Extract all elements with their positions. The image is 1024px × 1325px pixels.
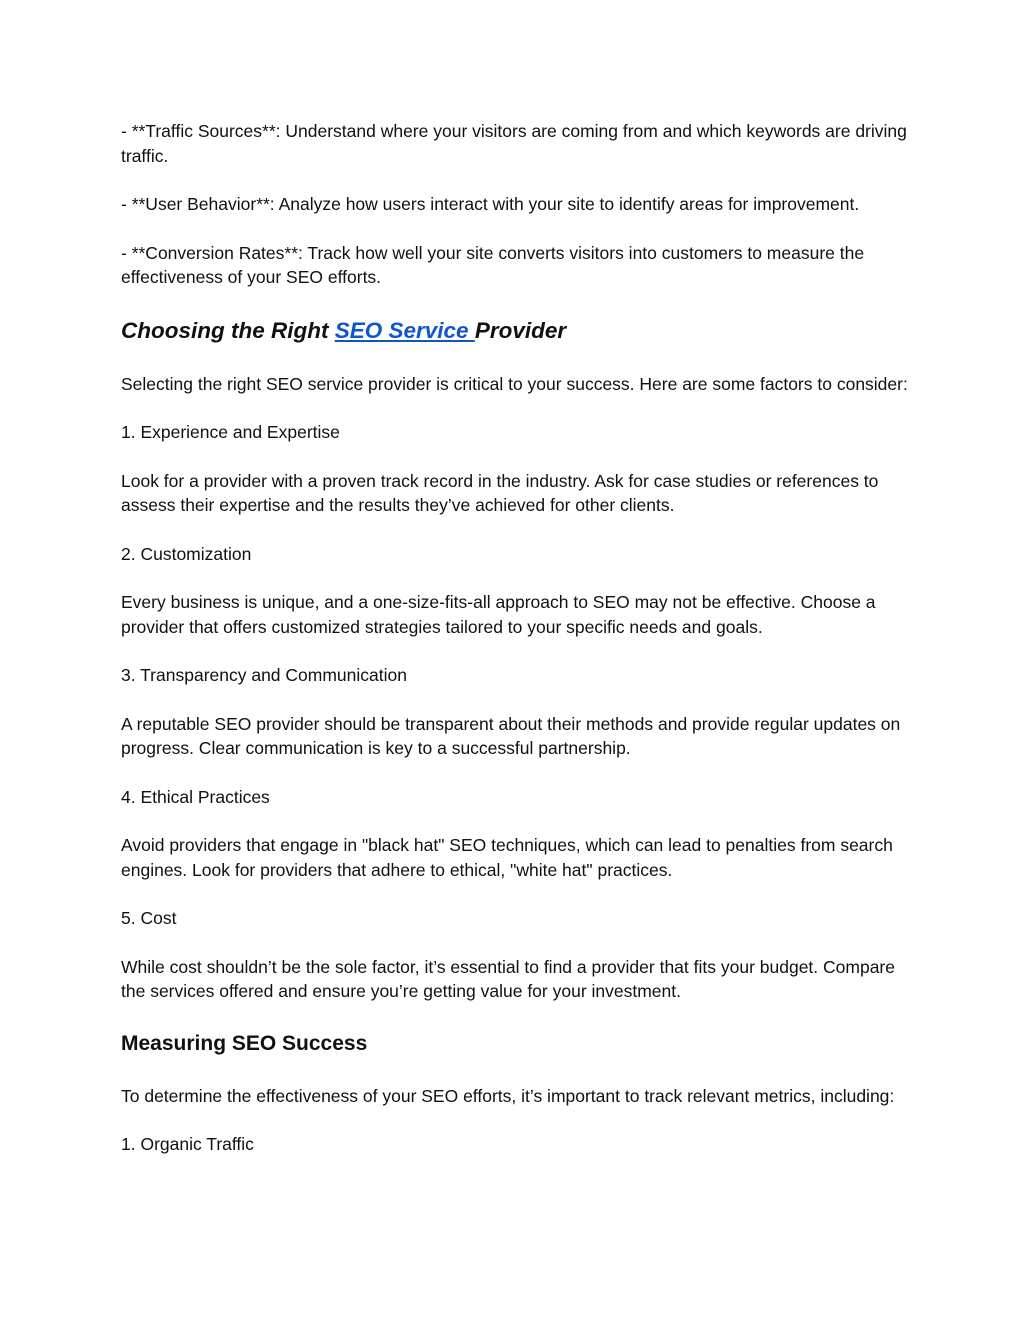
factor-5-title: 5. Cost xyxy=(121,908,177,928)
factor-5-body: While cost shouldn’t be the sole factor, it’s essential to find a provider that fits your budget. Compare the services offered and ensure you’re getting value for your investment. xyxy=(121,956,895,1001)
bullet-conversion-rates: - **Conversion Rates**: Track how well your site converts visitors into customers to measure the effectiveness of your SEO efforts. xyxy=(121,242,865,287)
factor-1-body: Look for a provider with a proven track record in the industry. Ask for case studies or references to assess their expertise and the results they’ve achieved for other clients. xyxy=(121,470,879,515)
section-heading-choosing-provider xyxy=(121,316,911,346)
heading-text-after: Provider xyxy=(474,317,567,343)
bullet-user-behavior: - **User Behavior**: Analyze how users interact with your site to identify areas for improvement. xyxy=(121,194,860,214)
intro-paragraph: Selecting the right SEO service provider is critical to your success. Here are some factors to consider: xyxy=(121,373,908,394)
factor-4-body: Avoid providers that engage in "black hat" SEO techniques, which can lead to penalties from search engines. Look for providers that adhere to ethical, "white hat" practices. xyxy=(121,835,893,880)
factor-3-body: A reputable SEO provider should be transparent about their methods and provide regular updates on progress. Clear communication is key to a successful partnership. xyxy=(121,713,901,758)
factor-2-title: 2. Customization xyxy=(121,543,252,564)
seo-service-link[interactable]: SEO Service xyxy=(334,317,475,343)
factor-1-title: 1. Experience and Expertise xyxy=(121,422,340,442)
heading-text-before: Choosing the Right xyxy=(121,317,335,343)
metrics-intro-paragraph: To determine the effectiveness of your SEO efforts, it’s important to track relevant metrics, including: xyxy=(121,1085,895,1106)
section-heading-measuring-success: Measuring SEO Success xyxy=(121,1031,368,1055)
factor-2-body: Every business is unique, and a one-size-fits-all approach to SEO may not be effective. Choose a provider that offers customized strategies tailored to your specific needs and goals. xyxy=(121,592,876,637)
factor-4-title: 4. Ethical Practices xyxy=(121,786,270,807)
metric-1-title: 1. Organic Traffic xyxy=(121,1134,254,1154)
bullet-traffic-sources: - **Traffic Sources**: Understand where your visitors are coming from and which keywords are driving traffic. xyxy=(121,121,907,166)
document-page xyxy=(121,119,911,1157)
factor-3-title: 3. Transparency and Communication xyxy=(121,665,407,685)
